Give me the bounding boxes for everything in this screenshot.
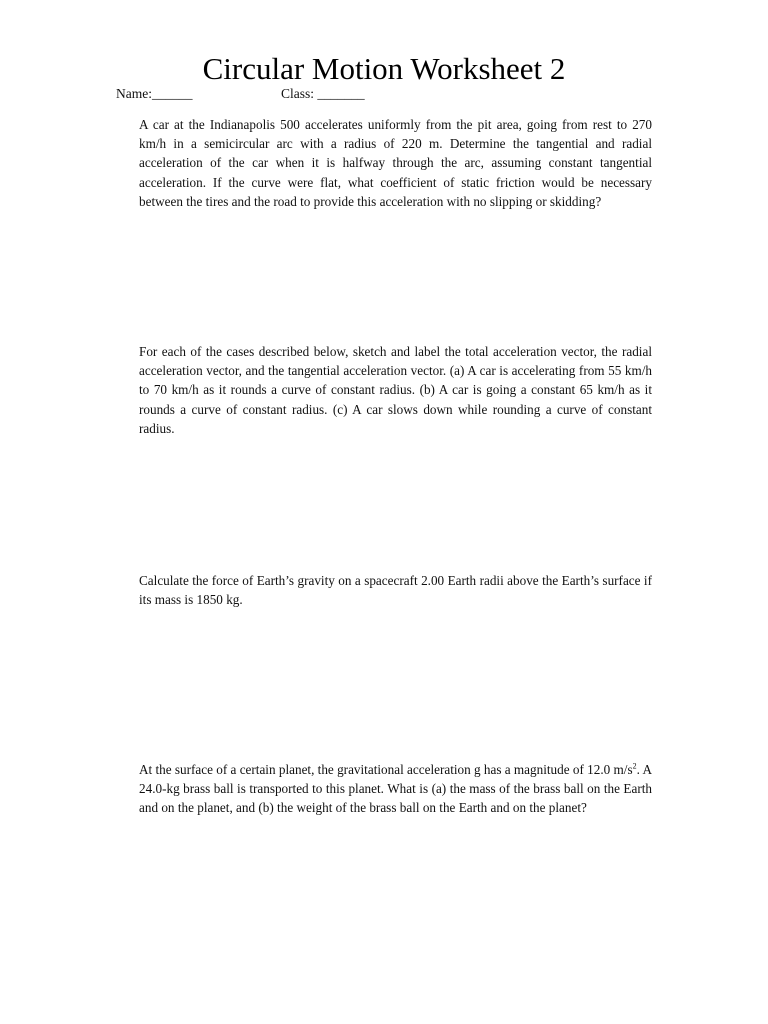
class-field-label: Class: _______ [281,86,365,101]
question-4-text-start: At the surface of a certain planet, the gravitational acceleration g has a magnitude of 12.0 m/s [139,762,633,777]
question-4 [139,760,652,818]
question-3: Calculate the force of Earth’s gravity on a spacecraft 2.00 Earth radii above the Earth’s surface if its mass is 1850 kg. [139,573,652,608]
question-4-exponent: 2 [632,761,637,771]
question-2: For each of the cases described below, sketch and label the total acceleration vector, the radial acceleration vector, and the tangential acceleration vector. (a) A car is accelerating from 55 km/h to 70 km/h as it rounds a curve of constant radius. (b) A car is going a constant 65 km/h as it rounds a curve of constant radius. (c) A car slows down while rounding a curve of constant radius. [139,344,652,436]
question-1: A car at the Indianapolis 500 accelerates uniformly from the pit area, going from rest to 270 km/h in a semicircular arc with a radius of 220 m. Determine the tangential and radial acceleration of the car when it is halfway through the arc, assuming constant tangential acceleration. If the curve were flat, what coefficient of static friction would be necessary between the tires and the road to provide this acceleration with no slipping or skidding? [139,117,652,209]
question-4-text-end: . A 24.0-kg brass ball is transported to this planet. What is (a) the mass of the brass ball on the Earth and on the planet, and (b) the weight of the brass ball on the Earth and on the planet? [139,762,652,816]
name-field-label: Name:______ [116,86,193,101]
worksheet-title: Circular Motion Worksheet 2 [202,51,566,86]
